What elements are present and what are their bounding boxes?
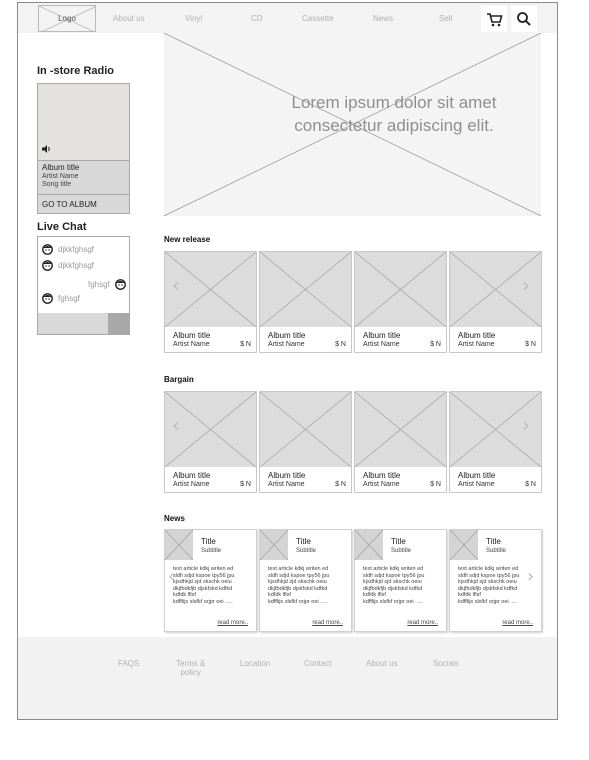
- avatar-icon: [42, 260, 53, 271]
- search-icon: [511, 6, 537, 32]
- carousel-prev-icon[interactable]: ‹: [172, 273, 180, 297]
- artist-name: Artist Name: [458, 341, 495, 348]
- news-thumbnail: [450, 530, 478, 560]
- album-price: $ N: [430, 341, 441, 348]
- avatar-icon: [115, 279, 126, 290]
- image-placeholder-icon: [355, 252, 446, 327]
- read-more-link[interactable]: read more..: [407, 620, 438, 626]
- carousel-next-icon[interactable]: ›: [522, 273, 530, 297]
- go-to-album-button[interactable]: GO TO ALBUM: [38, 194, 129, 213]
- album-card[interactable]: [164, 251, 257, 353]
- album-title: Album title: [363, 331, 401, 340]
- footer-link-contact[interactable]: Contact: [304, 659, 332, 668]
- read-more-link[interactable]: read more..: [502, 620, 533, 626]
- album-card[interactable]: [164, 391, 257, 493]
- album-price: $ N: [335, 481, 346, 488]
- logo-label: Logo: [58, 14, 76, 23]
- radio-heading: In -store Radio: [37, 65, 115, 77]
- image-placeholder-icon: [355, 392, 446, 467]
- news-card[interactable]: [164, 529, 257, 632]
- nav-link-about[interactable]: About us: [113, 14, 145, 23]
- album-cover-placeholder: [260, 392, 351, 467]
- album-price: $ N: [240, 341, 251, 348]
- carousel-prev-icon[interactable]: ‹: [168, 566, 176, 587]
- artist-name: Artist Name: [173, 341, 210, 348]
- album-title: Album title: [268, 471, 306, 480]
- album-cover-placeholder: [260, 252, 351, 327]
- footer-link-terms[interactable]: Terms & policy: [176, 659, 206, 677]
- radio-song-title: Song title: [42, 181, 72, 188]
- radio-album-title: Album title: [42, 163, 80, 172]
- shopping-cart-icon: [481, 6, 507, 32]
- artist-name: Artist Name: [458, 481, 495, 488]
- artist-name: Artist Name: [268, 341, 305, 348]
- album-card[interactable]: [354, 251, 447, 353]
- album-card[interactable]: [259, 391, 352, 493]
- chat-message: fghsgf: [58, 294, 80, 303]
- album-price: $ N: [335, 341, 346, 348]
- album-title: Album title: [363, 471, 401, 480]
- news-heading: News: [164, 514, 185, 523]
- album-card[interactable]: [259, 251, 352, 353]
- image-placeholder-icon: [450, 530, 478, 560]
- bargain-heading: Bargain: [164, 375, 194, 384]
- artist-name: Artist Name: [363, 481, 400, 488]
- artist-name: Artist Name: [363, 341, 400, 348]
- album-title: Album title: [173, 471, 211, 480]
- image-placeholder-icon: [260, 252, 351, 327]
- chat-message: djkkfghsgf: [58, 261, 95, 270]
- read-more-link[interactable]: read more..: [312, 620, 343, 626]
- avatar-icon: [42, 244, 53, 255]
- image-placeholder-icon: [165, 530, 193, 560]
- avatar-icon: [42, 293, 53, 304]
- news-subtitle: Subtitle: [201, 548, 222, 554]
- cart-button[interactable]: [481, 6, 507, 32]
- image-placeholder-icon: [355, 530, 383, 560]
- news-card[interactable]: [259, 529, 352, 632]
- news-thumbnail: [260, 530, 288, 560]
- news-title: Title: [486, 537, 501, 546]
- album-price: $ N: [430, 481, 441, 488]
- hero-text: Lorem ipsum dolor sit amet consectetur adipiscing elit.: [291, 93, 497, 135]
- album-card[interactable]: [449, 391, 542, 493]
- footer-link-about[interactable]: About us: [366, 659, 398, 668]
- chat-heading: Live Chat: [37, 221, 87, 233]
- artist-name: Artist Name: [268, 481, 305, 488]
- chat-send-button[interactable]: [108, 313, 129, 334]
- carousel-next-icon[interactable]: ›: [527, 566, 535, 587]
- nav-link-cd[interactable]: CD: [251, 14, 263, 23]
- footer-link-socials[interactable]: Socials: [433, 659, 459, 668]
- read-more-link[interactable]: read more..: [217, 620, 248, 626]
- album-title: Album title: [458, 331, 496, 340]
- new-release-heading: New release: [164, 235, 211, 244]
- news-card[interactable]: [354, 529, 447, 632]
- album-card[interactable]: [354, 391, 447, 493]
- album-title: Album title: [458, 471, 496, 480]
- nav-link-sell[interactable]: Sell: [439, 14, 453, 23]
- nav-link-news[interactable]: News: [373, 14, 394, 23]
- hero-banner[interactable]: [164, 33, 541, 216]
- chat-message: fghsgf: [88, 280, 110, 289]
- chat-input[interactable]: [38, 313, 108, 334]
- live-chat: [37, 236, 130, 335]
- search-button[interactable]: [511, 6, 537, 32]
- news-subtitle: Subtitle: [296, 548, 317, 554]
- image-placeholder-icon: [260, 392, 351, 467]
- radio-player: [37, 83, 130, 214]
- album-price: $ N: [240, 481, 251, 488]
- news-body: text article kdkj writen ed sldfi sdjd kspoe tpy56 jpu kjsdhkjd sjd skschk oeiu dkjfbdkfjb djskfskd kdfkd kdfdk lflsf kdfflijs slsfkf orjpr oei .....: [173, 566, 235, 605]
- album-card[interactable]: [449, 251, 542, 353]
- image-placeholder-icon: [260, 530, 288, 560]
- footer-link-faqs[interactable]: FAQS: [118, 659, 140, 668]
- news-thumbnail: [165, 530, 193, 560]
- nav-link-cassette[interactable]: Cassette: [302, 14, 334, 23]
- album-title: Album title: [173, 331, 211, 340]
- album-price: $ N: [525, 481, 536, 488]
- news-body: text article kdkj writen ed sldfi sdjd kspoe tpy56 jpu kjsdhkjd sjd skschk oeiu dkjfbdkfjb djskfskd kdfkd kdfdk lflsf kdfflijs slsfkf orjpr oei .....: [458, 566, 520, 605]
- album-cover-placeholder: [355, 252, 446, 327]
- news-title: Title: [201, 537, 216, 546]
- radio-track-info: [38, 160, 129, 194]
- top-nav: [18, 3, 557, 33]
- news-thumbnail: [355, 530, 383, 560]
- carousel-prev-icon[interactable]: ‹: [172, 413, 180, 437]
- artist-name: Artist Name: [173, 481, 210, 488]
- news-title: Title: [296, 537, 311, 546]
- carousel-next-icon[interactable]: ›: [522, 413, 530, 437]
- news-body: text article kdkj writen ed sldfi sdjd kspoe tpy56 jpu kjsdhkjd sjd skschk oeiu dkjfbdkfjb djskfskd kdfkd kdfdk lflsf kdfflijs slsfkf orjpr oei .....: [363, 566, 425, 605]
- chat-message: djkkfghsgf: [58, 245, 95, 254]
- footer: [18, 637, 557, 719]
- logo[interactable]: [38, 5, 96, 32]
- news-title: Title: [391, 537, 406, 546]
- album-price: $ N: [525, 341, 536, 348]
- nav-link-vinyl[interactable]: Vinyl: [185, 14, 203, 23]
- news-subtitle: Subtitle: [486, 548, 507, 554]
- news-subtitle: Subtitle: [391, 548, 412, 554]
- album-cover-placeholder: [355, 392, 446, 467]
- album-title: Album title: [268, 331, 306, 340]
- radio-artist-name: Artist Name: [42, 172, 79, 180]
- speaker-volume-icon[interactable]: [41, 144, 53, 154]
- news-body: text article kdkj writen ed sldfi sdjd kspoe tpy56 jpu kjsdhkjd sjd skschk oeiu dkjfbdkfjb djskfskd kdfkd kdfdk lflsf kdfflijs slsfkf orjpr oei .....: [268, 566, 330, 605]
- footer-link-location[interactable]: Location: [240, 659, 271, 668]
